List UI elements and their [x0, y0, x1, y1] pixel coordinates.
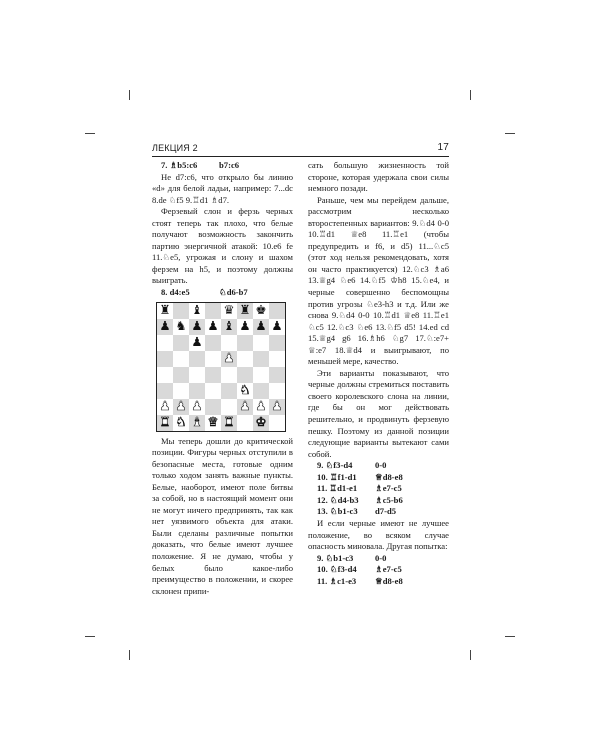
- crop-mark: [470, 90, 471, 100]
- white-bishop-icon: ♝: [191, 415, 203, 430]
- move-line: [308, 564, 449, 576]
- black-move: ♕d8-e8: [375, 575, 403, 586]
- board-square: [221, 399, 237, 415]
- board-square: [173, 415, 189, 431]
- board-square: [173, 351, 189, 367]
- board-square: [237, 335, 253, 351]
- black-move: 0-0: [375, 552, 387, 563]
- board-square: [205, 399, 221, 415]
- crop-mark: [505, 636, 515, 637]
- board-square: [269, 367, 285, 383]
- white-king-icon: ♚: [255, 415, 267, 430]
- paragraph: Эти варианты показывают, что черные должны стремиться поставить своего королевского слона на линии, где бы он мог действовать решительно, и продвинуть ферзевую пешку. Поэтому из данной позиции следующие варианты вытекают сами собой.: [308, 367, 449, 459]
- black-king-icon: ♚: [255, 303, 267, 318]
- board-square: [237, 319, 253, 335]
- chess-diagram: [156, 302, 286, 432]
- white-knight-icon: ♞: [175, 415, 187, 430]
- paragraph: Раньше, чем мы перейдем дальше, рассмотрим несколько второстепенных вариантов: 9.♘d4 0-0 10.♖d1 ♕e8 11.♖e1 (чтобы предупредить и f6, и d5) 11...♘c5 (этот ход нельзя рекомендовать, хотя он часто практикуется) 12.♘c3 ♗a6 13.♕g4 ♘e6 14.♘f5 ♔h8 15.♘e4, и черные совершенно беспомощны против угрозы ♘e3-h3 и т.д. Или же снова 9.♘d4 0-0 10.♖d1 ♕e8 11.♖e1 ♘c5 12.♘c3 ♘e6 13.♘f5 d5! 14.ed cd 15.♕g4 g6 16.♗h6 ♘g7 17.♘:e7+ ♕:e7 18.♕d4 и выигрывают, по меньшей мере, качество.: [308, 194, 449, 367]
- paragraph: сать большую жизненность той стороне, которая удержала свои силы немного позади.: [308, 160, 449, 194]
- white-queen-icon: ♛: [207, 415, 219, 430]
- board-square: [237, 415, 253, 431]
- white-pawn-icon: ♟: [223, 351, 235, 366]
- board-square: [189, 367, 205, 383]
- black-pawn-icon: ♟: [255, 319, 267, 334]
- white-move: 9. ♘f3-d4: [317, 460, 353, 471]
- black-move: ♕d8-e8: [375, 471, 403, 482]
- black-pawn-icon: ♟: [191, 319, 203, 334]
- board-square: [269, 319, 285, 335]
- board-square: [157, 351, 173, 367]
- board-square: [189, 383, 205, 399]
- board-square: [205, 415, 221, 431]
- move-line: [308, 495, 449, 507]
- board-square: [253, 415, 269, 431]
- move-line: [152, 287, 293, 299]
- chapter-title: ЛЕКЦИЯ 2: [152, 143, 198, 153]
- board-square: [221, 319, 237, 335]
- white-move: 10. ♘f3-d4: [317, 564, 357, 575]
- black-bishop-icon: ♝: [223, 319, 235, 334]
- black-queen-icon: ♛: [223, 303, 235, 318]
- board-square: [237, 367, 253, 383]
- black-move: ♗e7-c5: [375, 483, 402, 494]
- right-column: [308, 160, 449, 587]
- crop-mark: [470, 650, 471, 660]
- board-square: [269, 303, 285, 319]
- board-square: [205, 303, 221, 319]
- white-move: 7. ♗b5:c6: [161, 160, 198, 170]
- board-square: [157, 303, 173, 319]
- board-square: [253, 351, 269, 367]
- black-move: d7-d5: [375, 506, 397, 517]
- black-pawn-icon: ♟: [239, 319, 251, 334]
- white-move: 11. ♖d1-e1: [317, 483, 358, 494]
- board-square: [157, 415, 173, 431]
- board-square: [221, 415, 237, 431]
- white-move: 10. ♖f1-d1: [317, 471, 357, 482]
- crop-mark: [85, 636, 95, 637]
- board-square: [173, 399, 189, 415]
- board-square: [189, 303, 205, 319]
- move-line: [152, 160, 293, 172]
- board-square: [269, 415, 285, 431]
- board-square: [269, 383, 285, 399]
- board-square: [173, 319, 189, 335]
- board-square: [157, 367, 173, 383]
- move-line: [308, 460, 449, 472]
- board-square: [253, 335, 269, 351]
- crop-mark: [85, 133, 95, 134]
- black-move: ♗e7-c5: [375, 564, 402, 575]
- paragraph: И если черные имеют не лучшее положение, во всяком случае опасность миновала. Другая попытка:: [308, 517, 449, 552]
- white-pawn-icon: ♟: [159, 399, 171, 414]
- black-rook-icon: ♜: [159, 303, 171, 318]
- black-pawn-icon: ♟: [159, 319, 171, 334]
- board-square: [205, 367, 221, 383]
- board-square: [157, 335, 173, 351]
- black-pawn-icon: ♟: [191, 335, 203, 350]
- board-square: [221, 367, 237, 383]
- board-square: [189, 351, 205, 367]
- white-move: 13. ♘b1-c3: [317, 506, 358, 517]
- white-pawn-icon: ♟: [255, 399, 267, 414]
- black-rook-icon: ♜: [239, 303, 251, 318]
- move-line: [308, 472, 449, 484]
- board-square: [269, 335, 285, 351]
- page-number: 17: [437, 142, 449, 153]
- board-square: [253, 319, 269, 335]
- board-square: [269, 399, 285, 415]
- white-pawn-icon: ♟: [175, 399, 187, 414]
- white-pawn-icon: ♟: [239, 399, 251, 414]
- board-square: [205, 351, 221, 367]
- crop-mark: [129, 90, 130, 100]
- board-square: [205, 383, 221, 399]
- black-move: 0-0: [375, 460, 387, 471]
- white-pawn-icon: ♟: [271, 399, 283, 414]
- paragraph: Мы теперь дошли до критической позиции. Фигуры черных отступили в безопасные места, готовые одним только ходом занять важные пункты. Белые, наоборот, имеют поле битвы за собой, но в настоящий момент они не могут ничего предпринять, так как нет уязвимого объекта для атаки. Были сделаны различные попытки доказать, что белые имеют лучшее положение. Я не думаю, чтобы у белых было какое-либо преимущество в положении, и скорее склонен припи-: [152, 435, 293, 596]
- board-square: [173, 383, 189, 399]
- crop-mark: [129, 650, 130, 660]
- black-move: ♘d6-b7: [219, 287, 248, 298]
- paragraph: Не d7:c6, что открыло бы линию «d» для белой ладьи, например: 7...dc 8.de ♘f5 9.♖d1 ♗d7.: [152, 171, 293, 205]
- crop-mark: [505, 133, 515, 134]
- board-square: [189, 399, 205, 415]
- black-move: ♗c5-b6: [375, 494, 403, 505]
- white-knight-icon: ♞: [239, 383, 251, 398]
- white-move: 8. d4:e5: [161, 287, 190, 298]
- board-square: [157, 383, 173, 399]
- board-square: [253, 303, 269, 319]
- black-move: b7:c6: [219, 160, 240, 170]
- move-line: [308, 483, 449, 495]
- board-square: [173, 367, 189, 383]
- black-bishop-icon: ♝: [191, 303, 203, 318]
- board-square: [189, 415, 205, 431]
- running-header: [152, 142, 449, 156]
- move-line: [308, 576, 449, 588]
- board-square: [189, 335, 205, 351]
- white-move: 11. ♗c1-e3: [317, 575, 357, 586]
- board-square: [205, 319, 221, 335]
- board-square: [173, 303, 189, 319]
- board-square: [237, 399, 253, 415]
- board-square: [253, 399, 269, 415]
- paragraph: Ферзевый слон и ферзь черных стоят теперь так плохо, что белые получают возможность закончить партию энергичной атакой: 10.e6 fe 11.♘e5, угрожая и слону и шахом ферзем на h5, и поэтому должны выиграть.: [152, 206, 293, 286]
- board-square: [221, 351, 237, 367]
- board-square: [221, 335, 237, 351]
- move-line: [308, 506, 449, 518]
- board-square: [205, 335, 221, 351]
- chess-board: [156, 302, 286, 432]
- board-square: [173, 335, 189, 351]
- board-square: [253, 383, 269, 399]
- board-square: [237, 351, 253, 367]
- white-move: 12. ♘d4-b3: [317, 494, 359, 505]
- board-square: [253, 367, 269, 383]
- left-column: [152, 160, 293, 597]
- move-list: [308, 460, 449, 518]
- white-rook-icon: ♜: [159, 415, 171, 430]
- board-square: [221, 303, 237, 319]
- black-knight-icon: ♞: [175, 319, 187, 334]
- board-square: [269, 351, 285, 367]
- board-square: [157, 319, 173, 335]
- board-square: [237, 383, 253, 399]
- board-square: [221, 383, 237, 399]
- white-pawn-icon: ♟: [191, 399, 203, 414]
- board-square: [237, 303, 253, 319]
- move-list: [308, 553, 449, 588]
- white-rook-icon: ♜: [223, 415, 235, 430]
- header-rule: [152, 156, 449, 157]
- black-pawn-icon: ♟: [271, 319, 283, 334]
- board-square: [189, 319, 205, 335]
- board-square: [157, 399, 173, 415]
- move-line: [308, 553, 449, 565]
- black-pawn-icon: ♟: [207, 319, 219, 334]
- white-move: 9. ♘b1-c3: [317, 552, 354, 563]
